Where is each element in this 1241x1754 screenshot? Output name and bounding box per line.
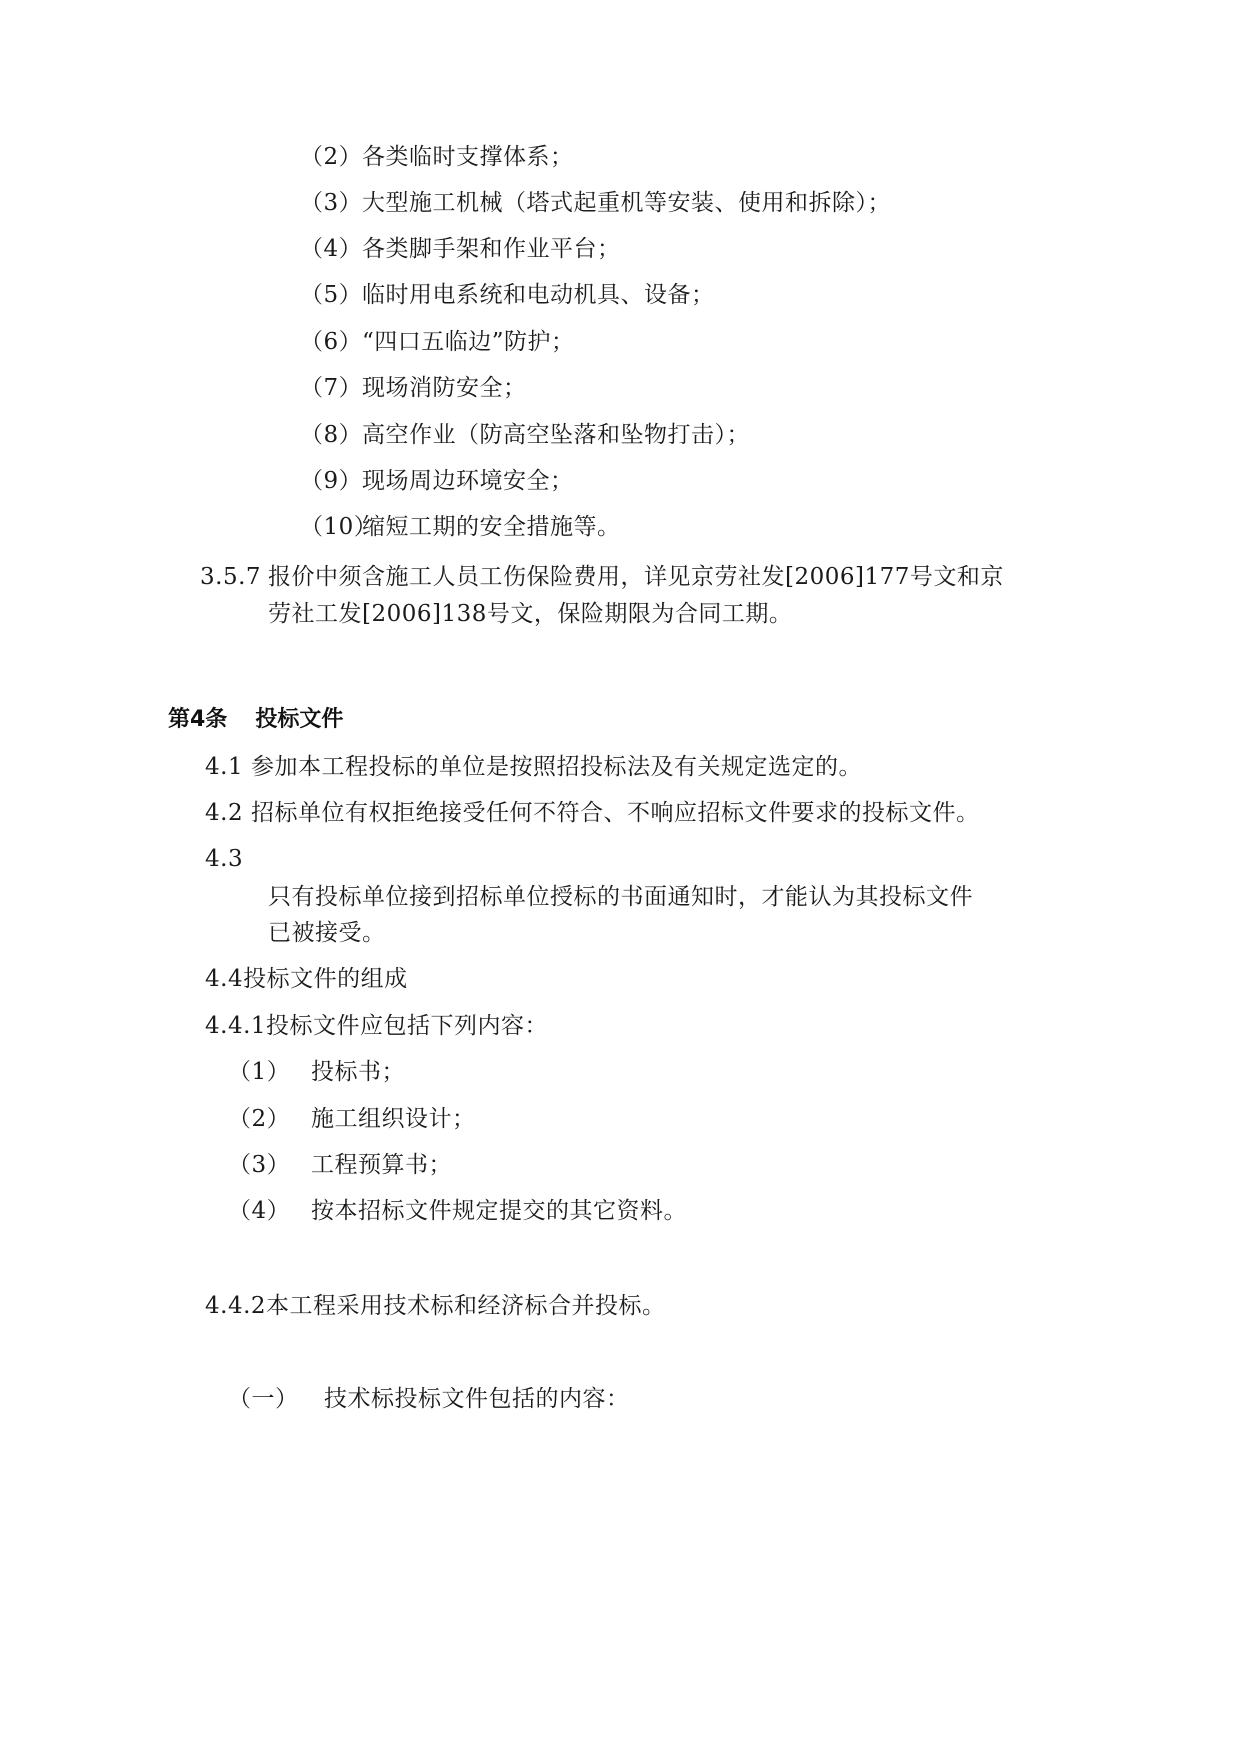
- list-item-number: （5）: [300, 282, 363, 308]
- list-item-number: （10）: [300, 514, 378, 540]
- list-item: [300, 512, 621, 542]
- list-item-text: 现场周边环境安全；: [362, 468, 574, 494]
- clause-4-2: [205, 798, 980, 828]
- article-number: 第4条: [168, 707, 228, 732]
- list-item: [300, 234, 621, 264]
- list-item-number: （8）: [300, 422, 363, 448]
- clause-4-3-line1: [268, 882, 973, 912]
- clause-4-4-2: [205, 1291, 666, 1321]
- list-item: [300, 420, 750, 450]
- list-item-number: （3）: [228, 1152, 291, 1178]
- clause-3-5-7: [200, 562, 1004, 592]
- list-item: [300, 327, 575, 357]
- list-item: [300, 188, 891, 218]
- clause-text: 4.4.1投标文件应包括下列内容：: [205, 1013, 549, 1039]
- article-heading: [168, 705, 343, 735]
- clause-text: 4.4投标文件的组成: [205, 966, 408, 992]
- sub-heading: [228, 1384, 630, 1414]
- list-item-text: 临时用电系统和电动机具、设备；: [362, 282, 715, 308]
- list-item-text: 投标书；: [311, 1059, 405, 1085]
- list-item-text: 各类临时支撑体系；: [362, 144, 574, 170]
- clause-3-5-7-continuation: [268, 599, 792, 629]
- list-item: [228, 1196, 687, 1226]
- list-item-text: 按本招标文件规定提交的其它资料。: [311, 1198, 687, 1224]
- clause-4-1: [205, 752, 862, 782]
- list-item-number: （2）: [228, 1106, 291, 1132]
- clause-4-3-line2: [268, 918, 386, 948]
- list-item-number: （1）: [228, 1059, 291, 1085]
- clause-text-line2: 劳社工发[2006]138号文，保险期限为合同工期。: [268, 601, 793, 627]
- list-item-number: （4）: [300, 236, 363, 262]
- list-item-text: 施工组织设计；: [311, 1106, 476, 1132]
- list-item-text: 各类脚手架和作业平台；: [362, 236, 621, 262]
- list-item-number: （9）: [300, 468, 363, 494]
- clause-number: 4.1: [205, 754, 244, 780]
- list-item-text: 缩短工期的安全措施等。: [362, 514, 621, 540]
- clause-4-4: [205, 964, 408, 994]
- clause-text-line1: 报价中须含施工人员工伤保险费用，详见京劳社发[2006]177号文和京: [268, 564, 1004, 590]
- list-item-number: （6）: [300, 329, 363, 355]
- list-item-number: （2）: [300, 144, 363, 170]
- list-item-text: 大型施工机械（塔式起重机等安装、使用和拆除）；: [362, 190, 891, 216]
- clause-text: 4.4.2本工程采用技术标和经济标合并投标。: [205, 1293, 666, 1319]
- list-item-number: （7）: [300, 375, 363, 401]
- list-item-text: 工程预算书；: [311, 1152, 452, 1178]
- list-item: [228, 1057, 405, 1087]
- clause-number: 4.3: [205, 846, 244, 872]
- clause-4-4-1: [205, 1011, 548, 1041]
- list-item-number: （3）: [300, 190, 363, 216]
- clause-text: 招标单位有权拒绝接受任何不符合、不响应招标文件要求的投标文件。: [251, 800, 980, 826]
- clause-number: 3.5.7: [200, 564, 262, 590]
- list-item: [300, 280, 715, 310]
- clause-text-line1: 只有投标单位接到招标单位授标的书面通知时，才能认为其投标文件: [268, 884, 973, 910]
- list-item-text: 现场消防安全；: [362, 375, 527, 401]
- list-item: [300, 142, 574, 172]
- list-item: [228, 1104, 476, 1134]
- sub-heading-text: 技术标投标文件包括的内容：: [324, 1386, 630, 1412]
- clause-text-line2: 已被接受。: [268, 920, 386, 946]
- list-item-number: （4）: [228, 1198, 291, 1224]
- list-item: [228, 1150, 452, 1180]
- clause-text: 参加本工程投标的单位是按照招投标法及有关规定选定的。: [251, 754, 862, 780]
- article-title: 投标文件: [255, 707, 344, 732]
- clause-4-3: [205, 844, 243, 874]
- list-item: [300, 373, 527, 403]
- clause-number: 4.2: [205, 800, 244, 826]
- list-item-text: 高空作业（防高空坠落和坠物打击）；: [362, 422, 750, 448]
- sub-heading-number: （一）: [228, 1386, 299, 1412]
- list-item: [300, 466, 574, 496]
- list-item-text: “四口五临边”防护；: [362, 329, 575, 355]
